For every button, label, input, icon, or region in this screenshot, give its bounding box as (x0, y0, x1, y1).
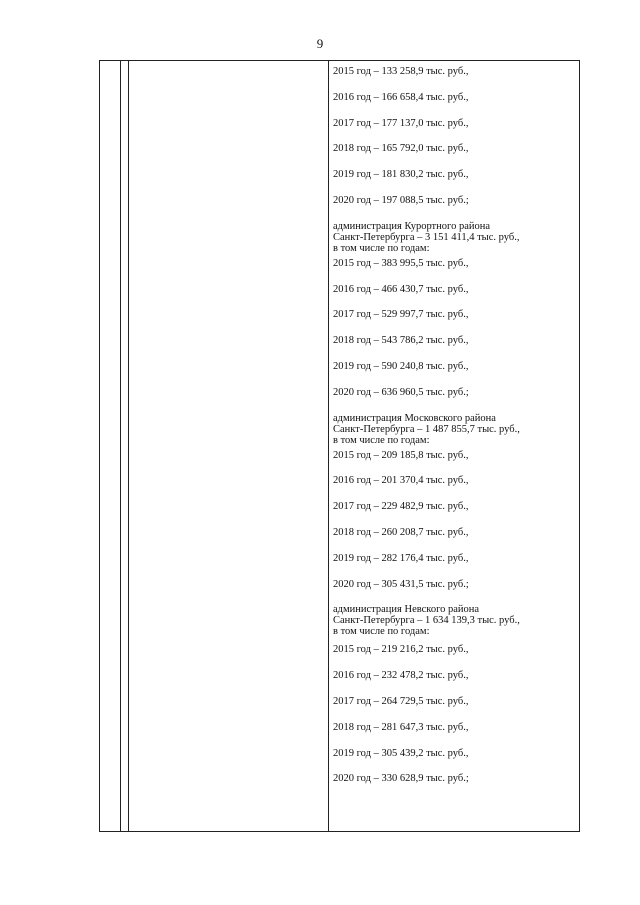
year-entry: 2018 год – 543 786,2 тыс. руб., (333, 335, 469, 347)
year-entry: 2016 год – 166 658,4 тыс. руб., (333, 91, 469, 103)
year-entry: 2017 год – 264 729,5 тыс. руб., (333, 695, 469, 707)
year-entry: 2019 год – 181 830,2 тыс. руб., (333, 169, 469, 181)
year-entry: 2016 год – 201 370,4 тыс. руб., (333, 475, 469, 487)
year-entry: 2015 год – 133 258,9 тыс. руб., (333, 66, 469, 77)
column-divider (328, 61, 329, 831)
year-entry: 2015 год – 219 216,2 тыс. руб., (333, 644, 469, 656)
year-entry: 2019 год – 282 176,4 тыс. руб., (333, 552, 469, 564)
funding-table (99, 60, 580, 832)
year-entry: 2020 год – 636 960,5 тыс. руб.; (333, 386, 469, 398)
year-entry: 2016 год – 466 430,7 тыс. руб., (333, 283, 469, 295)
year-entry: 2016 год – 232 478,2 тыс. руб., (333, 670, 469, 682)
column-divider (120, 61, 121, 831)
funding-cell (333, 66, 578, 799)
year-entry: 2018 год – 281 647,3 тыс. руб., (333, 721, 469, 733)
year-entry: 2020 год – 197 088,5 тыс. руб.; (333, 194, 469, 206)
page-number: 9 (316, 36, 324, 51)
year-entry: 2015 год – 383 995,5 тыс. руб., (333, 257, 469, 269)
year-entry: 2018 год – 165 792,0 тыс. руб., (333, 143, 469, 155)
section-heading: администрация Московского района Санкт-Петербурга – 1 487 855,7 тыс. руб., в том числе по годам: (333, 412, 520, 446)
year-entry: 2018 год – 260 208,7 тыс. руб., (333, 526, 469, 538)
year-entry: 2017 год – 177 137,0 тыс. руб., (333, 117, 469, 129)
section-heading: администрация Невского района Санкт-Петербурга – 1 634 139,3 тыс. руб., в том числе по годам: (333, 604, 520, 638)
year-entry: 2020 год – 305 431,5 тыс. руб.; (333, 578, 469, 590)
section-heading: администрация Курортного района Санкт-Петербурга – 3 151 411,4 тыс. руб., в том числе по годам: (333, 220, 520, 254)
year-entry: 2015 год – 209 185,8 тыс. руб., (333, 449, 469, 461)
year-entry: 2019 год – 305 439,2 тыс. руб., (333, 747, 469, 759)
column-divider (128, 61, 129, 831)
year-entry: 2020 год – 330 628,9 тыс. руб.; (333, 773, 469, 785)
year-entry: 2017 год – 229 482,9 тыс. руб., (333, 501, 469, 513)
year-entry: 2019 год – 590 240,8 тыс. руб., (333, 360, 469, 372)
year-entry: 2017 год – 529 997,7 тыс. руб., (333, 309, 469, 321)
